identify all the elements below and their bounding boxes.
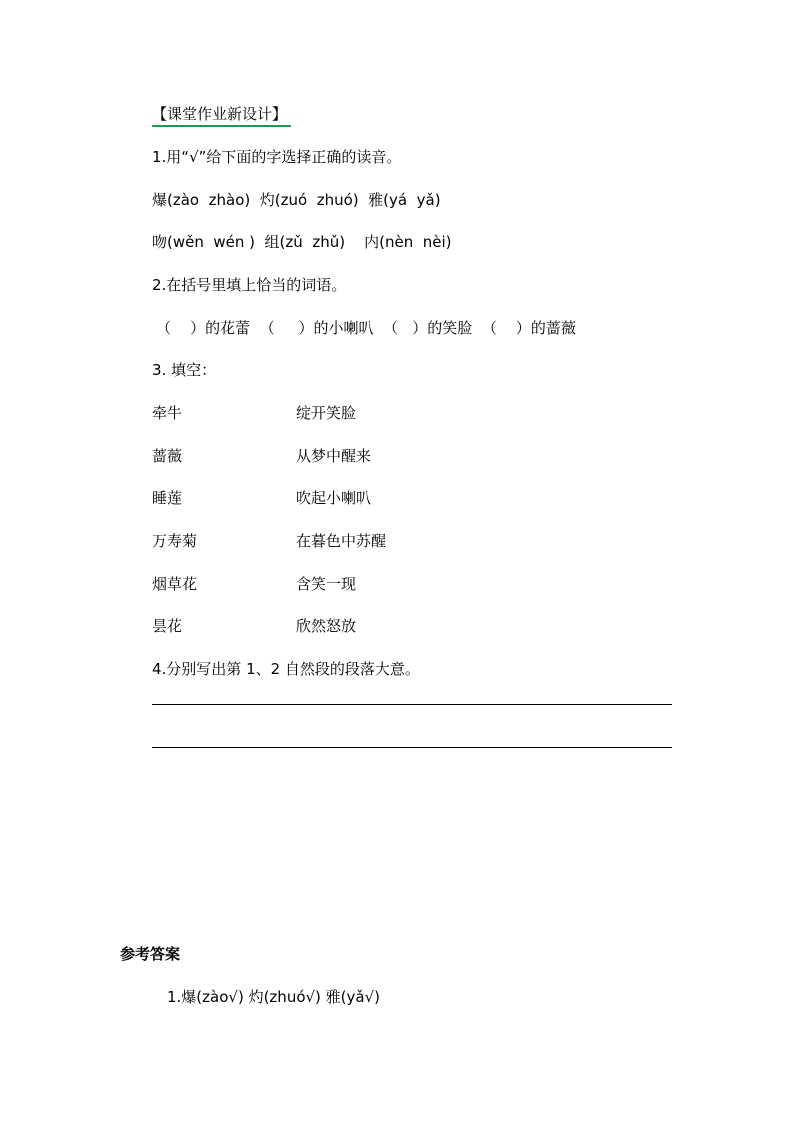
flower-action: 在暮色中苏醒 bbox=[296, 532, 387, 550]
answer-line-1: 1.爆(zào√) 灼(zhuó√) 雅(yǎ√) bbox=[167, 988, 381, 1006]
flower-name: 牵牛 bbox=[152, 404, 183, 422]
section-title: 【课堂作业新设计】 bbox=[152, 104, 291, 127]
flower-action: 含笑一现 bbox=[296, 575, 357, 593]
flower-name: 睡莲 bbox=[152, 489, 183, 507]
flower-name: 昙花 bbox=[152, 617, 183, 635]
flower-name: 万寿菊 bbox=[152, 532, 198, 550]
question-1-row-2: 吻(wěn wén ) 组(zǔ zhǔ) 内(nèn nèi) bbox=[152, 233, 452, 251]
flower-name: 烟草花 bbox=[152, 575, 198, 593]
answer-blank-line-1 bbox=[152, 704, 672, 705]
answers-title: 参考答案 bbox=[120, 945, 181, 963]
question-1-row-1: 爆(zào zhào) 灼(zuó zhuó) 雅(yá yǎ) bbox=[152, 191, 441, 209]
answer-blank-line-2 bbox=[152, 747, 672, 748]
question-3-prompt: 3. 填空： bbox=[152, 361, 217, 379]
flower-action: 从梦中醒来 bbox=[296, 447, 372, 465]
flower-action: 吹起小喇叭 bbox=[296, 489, 372, 507]
flower-name: 蔷薇 bbox=[152, 447, 183, 465]
flower-action: 绽开笑脸 bbox=[296, 404, 357, 422]
question-1-prompt: 1.用“√”给下面的字选择正确的读音。 bbox=[152, 148, 402, 166]
question-2-blanks-row: （ ）的花蕾 （ ）的小喇叭 （ ）的笑脸 （ ）的蔷薇 bbox=[156, 319, 576, 337]
flower-action: 欣然怒放 bbox=[296, 617, 357, 635]
question-4-prompt: 4.分别写出第 1、2 自然段的段落大意。 bbox=[152, 660, 420, 678]
question-2-prompt: 2.在括号里填上恰当的词语。 bbox=[152, 276, 347, 294]
